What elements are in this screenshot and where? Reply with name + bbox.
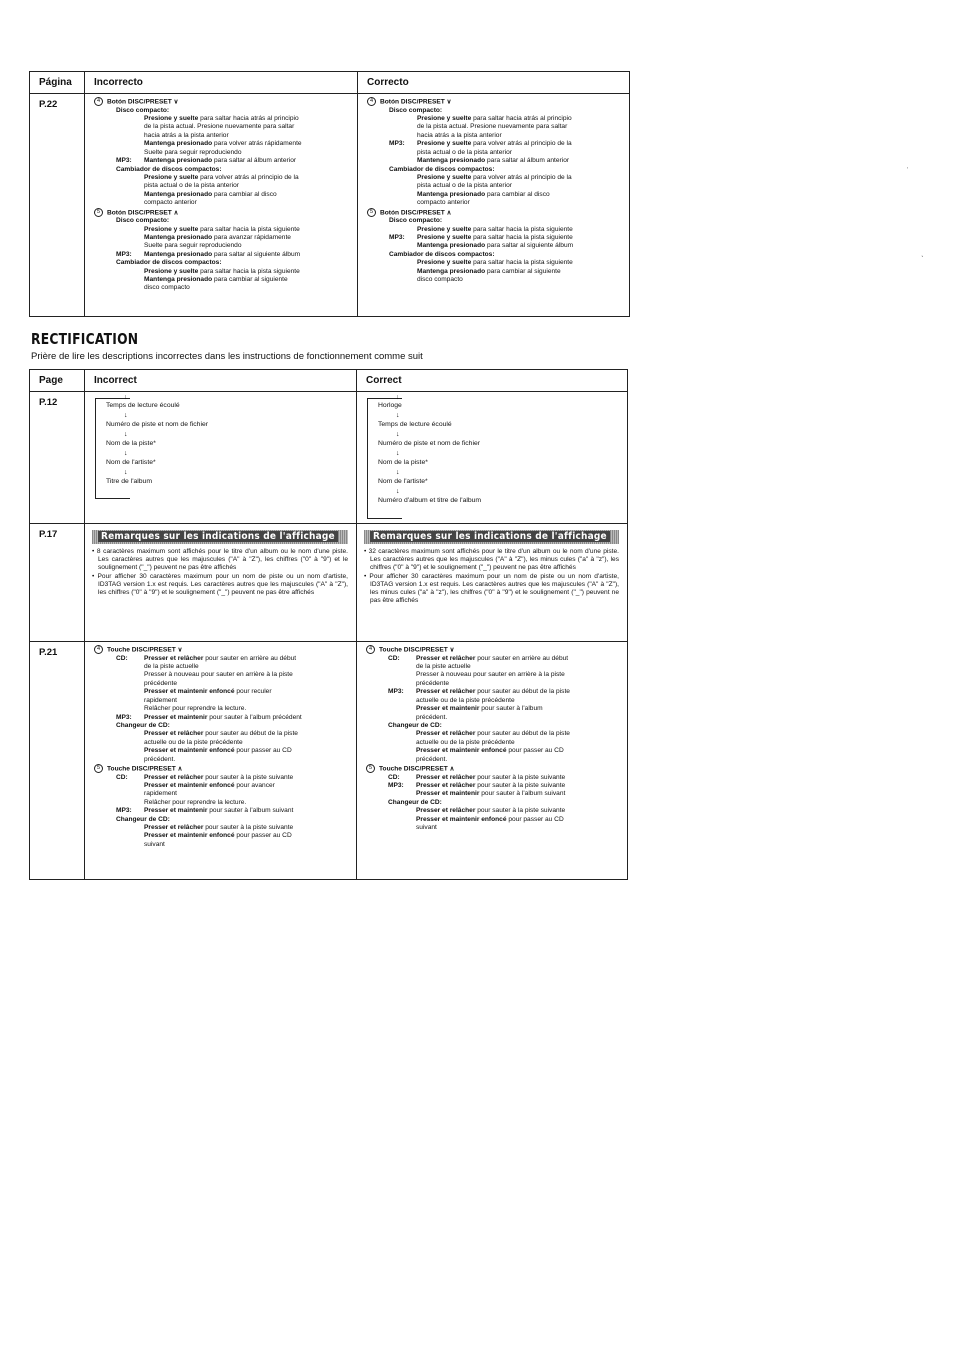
text-line: disco compacto <box>417 276 463 284</box>
text-line <box>144 688 352 696</box>
arrow-down-icon: ↓ <box>396 411 400 419</box>
text-line <box>416 807 623 815</box>
text-line: Presser et relâcher <box>416 654 476 662</box>
text-line: pour passer au CD <box>234 747 292 755</box>
text-line: pour sauter à la piste suivante <box>475 782 566 789</box>
text-line <box>94 764 352 774</box>
text-line: de la pista actual. Presione nuevamente para saltar <box>144 123 295 131</box>
text-line: para volver atrás rápidamente <box>212 140 302 148</box>
text-line: Presser et maintenir enfoncé <box>144 832 235 840</box>
section-heading: RECTIFICATION <box>31 330 139 348</box>
header-correct: Correcto <box>358 72 630 94</box>
header-incorrect: Incorrecto <box>85 72 358 94</box>
flow-step: Nom de l'artiste* <box>378 478 428 485</box>
text-line: Presser et maintenir enfoncé <box>416 747 507 755</box>
text-line: Touche DISC/PRESET ∧ <box>379 765 455 773</box>
text-line: Botón DISC/PRESET ∨ <box>380 98 452 106</box>
arrow-down-icon: ↓ <box>124 430 128 438</box>
text-line <box>417 242 625 250</box>
flow-step: Temps de lecture écoulé <box>378 421 452 428</box>
text-line: Presione y suelte <box>417 259 472 267</box>
text-line: précédent. <box>416 755 448 763</box>
text-line <box>417 157 625 165</box>
arrow-down-icon: ↓ <box>124 411 128 419</box>
text-line: Botón DISC/PRESET ∧ <box>107 208 179 216</box>
text-line <box>416 747 623 755</box>
text-line: précédente <box>144 679 177 687</box>
incorrect-cell <box>85 94 358 317</box>
text-line: MP3: <box>116 713 132 721</box>
text-line: para volver atrás al principio de la <box>471 140 572 148</box>
text-line: Presser à nouveau pour sauter en arrière à la piste <box>144 671 293 679</box>
text-line: Presser et maintenir enfoncé <box>416 815 507 823</box>
text-line: Mantenga presionado <box>144 250 213 258</box>
page-number: P.17 <box>30 524 85 642</box>
text-line: para saltar al álbum anterior <box>212 157 297 165</box>
text-line: Cambiador de discos compactos: <box>389 250 495 258</box>
text-line: Mantenga presionado <box>144 190 213 198</box>
flow-step: Nom de l'artiste* <box>106 459 156 466</box>
text-line: pour passer au CD <box>506 747 564 755</box>
text-line: pour reculer <box>234 688 272 696</box>
text-line: Presser et relâcher <box>144 824 204 832</box>
text-line: Disco compacto: <box>116 106 170 114</box>
text-line <box>416 816 623 824</box>
text-line: Presser et relâcher <box>416 807 476 815</box>
text-line <box>388 774 623 782</box>
text-line <box>116 714 352 722</box>
text-line: Presione y suelte <box>417 234 472 241</box>
text-line: Presser et relâcher <box>416 730 476 738</box>
text-line: Presser à nouveau pour sauter en arrière à la piste <box>416 671 565 679</box>
text-line <box>416 790 623 798</box>
text-line <box>116 807 352 815</box>
header-page: Página <box>30 72 85 94</box>
text-line: Botón DISC/PRESET ∨ <box>107 98 179 106</box>
arrow-down-icon: ↓ <box>124 468 128 476</box>
text-line: CD: <box>116 654 128 662</box>
text-line: Presser et maintenir enfoncé <box>144 782 235 789</box>
text-line: Relâcher pour reprendre la lecture. <box>144 798 247 806</box>
arrow-down-icon: ↓ <box>396 468 400 476</box>
text-line: hacia atrás a la pista anterior <box>417 131 502 139</box>
text-line: Cambiador de discos compactos: <box>116 259 222 267</box>
text-line <box>94 97 353 107</box>
text-line <box>417 226 625 234</box>
text-line: pour avancer <box>234 782 275 789</box>
correct-cell <box>358 94 630 317</box>
text-line <box>367 208 625 218</box>
text-line: Presione y suelte <box>417 173 472 181</box>
text-line: Suelte para seguir reproduciendo <box>144 242 242 250</box>
text-line: MP3: <box>388 688 404 696</box>
text-line: Changeur de CD: <box>388 798 442 806</box>
text-line <box>144 268 353 276</box>
text-line <box>144 115 353 123</box>
text-line: Mantenga presionado <box>144 276 213 284</box>
text-line: Suelte para seguir reproduciendo <box>144 148 242 156</box>
text-line: précédente <box>416 679 449 687</box>
text-line <box>364 395 623 506</box>
text-line: Mantenga presionado <box>417 267 486 275</box>
text-line: para saltar hacia la pista siguiente <box>198 267 300 275</box>
text-line <box>416 730 623 738</box>
text-line: Presser et maintenir <box>144 713 208 721</box>
text-line: pour sauter à la piste suivante <box>203 773 294 781</box>
text-line <box>95 498 130 499</box>
text-line: pour sauter à l'album <box>479 705 543 713</box>
header-correct: Correct <box>357 370 628 392</box>
text-line: de la pista actual. Presione nuevamente para saltar <box>417 123 568 131</box>
text-line <box>366 764 623 774</box>
text-line <box>366 645 623 655</box>
text-line: Touche DISC/PRESET ∨ <box>107 646 183 654</box>
text-line: para volver atrás al principio de la <box>471 173 572 181</box>
text-line: Presser et maintenir <box>144 807 208 815</box>
text-line: Presione y suelte <box>417 225 472 233</box>
text-line: pour sauter au début de la piste <box>203 730 298 738</box>
display-cycle-flow <box>364 395 623 519</box>
text-line: Mantenga presionado <box>144 157 213 165</box>
text-line: pour sauter à l'album suivant <box>479 790 566 798</box>
text-line: Touche DISC/PRESET ∨ <box>379 646 455 654</box>
text-line: de la piste actuelle <box>144 663 199 671</box>
text-line: CD: <box>388 654 400 662</box>
flow-step: Temps de lecture écoulé <box>106 402 180 409</box>
text-line: Presione y suelte <box>144 225 199 233</box>
text-line: pour sauter en arrière au début <box>203 654 297 662</box>
scan-speck: ˈ <box>906 166 909 175</box>
text-line: para saltar hacia la pista siguiente <box>198 225 300 233</box>
text-line: Presser et maintenir enfoncé <box>144 688 235 696</box>
text-line: précédent. <box>144 755 176 763</box>
notes-banner <box>364 530 619 544</box>
text-line: Presione y suelte <box>417 115 472 123</box>
text-line: para volver atrás al principio de la <box>198 173 299 181</box>
text-line: Presser et relâcher <box>416 782 476 789</box>
header-incorrect: Incorrect <box>85 370 357 392</box>
text-line: Presser et relâcher <box>144 730 204 738</box>
section-intro: Prière de lire les descriptions incorrectes dans les instructions de fonctionnement comme suit <box>31 351 423 362</box>
text-line: MP3: <box>116 807 132 815</box>
text-line <box>92 395 352 487</box>
circled-number-5: 5 <box>366 764 375 773</box>
text-line <box>116 774 352 782</box>
text-line: Mantenga presionado <box>417 242 486 250</box>
text-line: MP3: <box>389 234 405 241</box>
text-line: Cambiador de discos compactos: <box>389 165 495 173</box>
text-line: Remarques sur les indications de l'affichage <box>370 531 610 542</box>
text-line: rapidement <box>144 790 177 798</box>
arrow-down-icon: ↓ <box>396 449 400 457</box>
text-line: disco compacto <box>144 284 190 292</box>
text-line: para cambiar al disco <box>212 190 277 198</box>
text-line: actuelle ou de la piste précédente <box>144 738 243 746</box>
circled-number-4: 4 <box>367 97 376 106</box>
text-line: pista actual o de la pista anterior <box>417 148 512 156</box>
text-line: para saltar al siguiente álbum <box>212 250 301 258</box>
text-line: pour sauter au début de la piste <box>475 688 570 696</box>
text-line <box>144 782 352 790</box>
header-page: Page <box>30 370 85 392</box>
text-line <box>367 398 368 518</box>
text-line: para saltar hacia la pista siguiente <box>471 259 573 267</box>
text-line: Relâcher pour reprendre la lecture. <box>144 705 247 713</box>
arrow-down-icon: ↓ <box>124 449 128 457</box>
text-line: pour sauter à la piste suivante <box>203 824 294 832</box>
bullet-note: • 8 caractères maximum sont affichés pour le titre d'un album ou le nom d'une piste. Les caractères autres que les majuscules ("A" à "Z"), les chiffres ("0" à "9") et le soulignement ("_") peuvent ne pas être affichés <box>92 548 348 572</box>
circled-number-5: 5 <box>367 208 376 217</box>
text-line: para cambiar al disco <box>485 190 550 198</box>
text-line <box>94 645 352 655</box>
text-line: Mantenga presionado <box>144 140 213 148</box>
text-line: pour sauter à l'album précédent <box>207 713 302 721</box>
text-line: pour sauter au début de la piste <box>475 730 570 738</box>
text-line: pista actual o de la pista anterior <box>144 182 239 190</box>
text-line: MP3: <box>389 140 405 148</box>
text-line <box>417 191 625 199</box>
text-line: Cambiador de discos compactos: <box>116 165 222 173</box>
text-line <box>389 140 625 148</box>
bullet-note: • Pour afficher 30 caractères maximum pour un nom de piste ou un nom d'artiste, ID3TAG version 1.x est requis. Les caractères autres que les majuscules ("A" à "Z"), les minus cules ("a" à "z"), les chiffres ("0" à "9") et le soulignement ("_") peuvent ne pas être affichés <box>364 572 619 605</box>
text-line <box>388 688 623 696</box>
text-line: Disco compacto: <box>116 217 170 225</box>
flow-step: Titre de l'album <box>106 478 152 485</box>
circled-number-4: 4 <box>94 97 103 106</box>
page-number: P.22 <box>30 94 85 317</box>
text-line: Presser et relâcher <box>416 773 476 781</box>
text-line: para saltar hacia atrás al principio <box>198 115 299 123</box>
text-line: pour sauter à la piste suivante <box>475 773 566 781</box>
arrow-down-icon: ↓ <box>396 487 400 495</box>
text-line <box>144 226 353 234</box>
page-number: P.12 <box>30 392 85 524</box>
text-line: Changeur de CD: <box>388 721 442 729</box>
bullet-note: • 32 caractères maximum sont affichés pour le titre d'un album ou le nom d'une piste. Les caractères autres que les majuscules ("A" à "Z"), les minus cules ("a" à "z"), les chiffres ("0" à "9") et le soulignement ("_") peuvent ne pas être affichés <box>364 548 619 572</box>
text-line: Mantenga presionado <box>144 234 213 241</box>
text-line: Mantenga presionado <box>417 190 486 198</box>
text-line: CD: <box>388 773 400 781</box>
text-line <box>388 782 623 790</box>
bullet-note: • Pour afficher 30 caractères maximum pour un nom de piste ou un nom d'artiste, ID3TAG version 1.x est requis. Les caractères autres que les majuscules ("A" à "Z"), les chiffres ("0" à "9") et le soulignement ("_") peuvent ne pas être affichés <box>92 572 348 597</box>
text-line <box>116 655 352 663</box>
spanish-errata-table <box>29 71 630 317</box>
text-line <box>417 268 625 276</box>
text-line: para saltar hacia la pista siguiente <box>471 225 573 233</box>
page-number: P.21 <box>30 642 85 880</box>
arrow-down-icon: ↓ <box>124 394 128 401</box>
text-line: Presione y suelte <box>144 267 199 275</box>
incorrect-cell <box>85 642 357 880</box>
correct-cell <box>357 392 628 524</box>
text-line <box>144 730 352 738</box>
text-line: para saltar al álbum anterior <box>485 157 570 165</box>
text-line: Presione y suelte <box>417 140 472 148</box>
text-line <box>416 705 623 713</box>
text-line: Touche DISC/PRESET ∧ <box>107 765 183 773</box>
text-line: précédent. <box>416 713 448 721</box>
text-line: Mantenga presionado <box>417 157 486 165</box>
text-line: pour sauter en arrière au début <box>475 654 569 662</box>
text-line: Changeur de CD: <box>116 721 170 729</box>
circled-number-4: 4 <box>94 645 103 654</box>
text-line: para cambiar al siguiente <box>212 276 288 284</box>
text-line <box>389 234 625 242</box>
text-line: Botón DISC/PRESET ∧ <box>380 208 452 216</box>
text-line: Presser et relâcher <box>416 688 476 696</box>
text-line: para avanzar rápidamente <box>212 234 291 241</box>
text-line: MP3: <box>388 782 404 789</box>
text-line <box>367 97 625 107</box>
correct-cell <box>357 642 628 880</box>
text-line: MP3: <box>116 250 132 258</box>
text-line: hacia atrás a la pista anterior <box>144 131 229 139</box>
text-line <box>417 259 625 267</box>
flow-step: Horloge <box>378 402 402 409</box>
flow-step: Numéro de piste et nom de fichier <box>378 440 481 447</box>
text-line: Remarques sur les indications de l'affichage <box>98 531 338 542</box>
text-line <box>367 518 402 519</box>
text-line: actuelle ou de la piste précédente <box>416 738 515 746</box>
text-line: pour sauter à l'album suivant <box>207 807 294 815</box>
notes-banner <box>92 530 348 544</box>
text-line <box>144 747 352 755</box>
text-line <box>364 548 619 605</box>
text-line <box>144 191 353 199</box>
incorrect-cell <box>85 392 357 524</box>
text-line: actuelle ou de la piste précédente <box>416 696 515 704</box>
circled-number-4: 4 <box>366 645 375 654</box>
display-cycle-flow <box>92 395 352 499</box>
text-line <box>417 174 625 182</box>
french-errata-table <box>29 369 628 880</box>
text-line: pour sauter à la piste suivante <box>475 807 566 815</box>
text-line <box>92 548 348 597</box>
text-line: pista actual o de la pista anterior <box>417 182 512 190</box>
text-line: pour passer au CD <box>234 832 292 840</box>
text-line <box>144 276 353 284</box>
text-line: Presione y suelte <box>144 115 199 123</box>
text-line: Presser et maintenir enfoncé <box>144 747 235 755</box>
arrow-down-icon: ↓ <box>396 394 400 401</box>
text-line: para saltar al siguiente álbum <box>485 242 574 250</box>
text-line <box>388 655 623 663</box>
text-line: para cambiar al siguiente <box>485 267 561 275</box>
correct-cell <box>357 524 628 642</box>
flow-step: Numéro de piste et nom de fichier <box>106 421 209 428</box>
text-line <box>144 832 352 840</box>
text-line: rapidement <box>144 696 177 704</box>
scan-speck: ˋ <box>921 255 924 264</box>
text-line: de la piste actuelle <box>416 663 471 671</box>
text-line: CD: <box>116 773 128 781</box>
text-line: compacto anterior <box>144 199 197 207</box>
incorrect-cell <box>85 524 357 642</box>
text-line <box>417 115 625 123</box>
text-line: Presser et maintenir <box>416 705 480 713</box>
flow-step: Nom de la piste* <box>378 459 428 466</box>
text-line: pour passer au CD <box>506 815 564 823</box>
text-line: suivant <box>416 824 437 832</box>
arrow-down-icon: ↓ <box>396 430 400 438</box>
text-line: para saltar hacia la pista siguiente <box>471 234 573 241</box>
text-line: suivant <box>144 840 165 848</box>
text-line <box>116 157 353 165</box>
text-line: Disco compacto: <box>389 106 443 114</box>
text-line <box>144 234 353 242</box>
text-line: MP3: <box>116 157 132 165</box>
flow-step: Numéro d'album et titre de l'album <box>378 497 482 504</box>
text-line: Presione y suelte <box>144 173 199 181</box>
circled-number-5: 5 <box>94 764 103 773</box>
text-line <box>144 140 353 148</box>
text-line: Disco compacto: <box>389 217 443 225</box>
text-line: Presser et relâcher <box>144 773 204 781</box>
text-line: Presser et maintenir <box>416 790 480 798</box>
text-line <box>144 174 353 182</box>
text-line: compacto anterior <box>417 199 470 207</box>
text-line <box>144 824 352 832</box>
text-line <box>95 398 96 498</box>
text-line: Changeur de CD: <box>116 815 170 823</box>
flow-step: Nom de la piste* <box>106 440 156 447</box>
text-line <box>94 208 353 218</box>
text-line <box>116 251 353 259</box>
text-line: para saltar hacia atrás al principio <box>471 115 572 123</box>
circled-number-5: 5 <box>94 208 103 217</box>
text-line: Presser et relâcher <box>144 654 204 662</box>
